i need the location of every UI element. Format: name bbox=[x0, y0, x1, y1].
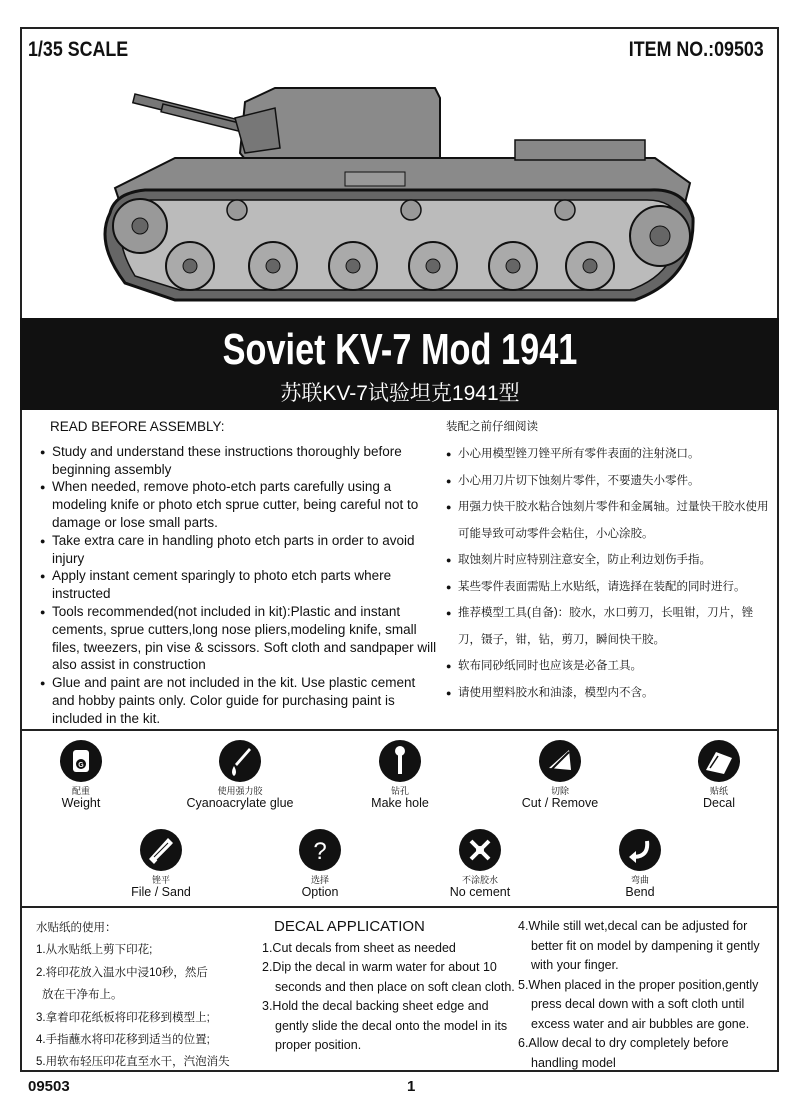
svg-text:G: G bbox=[78, 762, 84, 769]
legend-glue: 使用强力胶 Cyanoacrylate glue bbox=[180, 740, 300, 810]
footer-item-number: 09503 bbox=[28, 1078, 70, 1095]
read-before-item: ● Tools recommended(not included in kit):Plastic and instant cements, sprue cutters,long nose pliers,modeling knife, small files, tweezers, pin vise & scissors. Soft cloth and sandpaper will also assist in construction bbox=[52, 603, 440, 674]
drill-icon bbox=[379, 740, 421, 782]
read-before-cn-item: ● 取蚀刻片时应特别注意安全，防止利边划伤手指。 bbox=[458, 547, 776, 574]
read-before-cn-item: ● 请使用塑料胶水和油漆，模型内不含。 bbox=[458, 680, 776, 707]
option-icon bbox=[299, 829, 341, 871]
model-title-chinese: 苏联KV-7试验坦克1941型 bbox=[280, 382, 520, 405]
read-before-cn-item: ● 推荐模型工具(自备)：胶水，水口剪刀，长咀钳，刀片，锉刀，镊子，钳，钻，剪刀，瞬间快干胶。 bbox=[458, 600, 776, 653]
item-number: ITEM NO.:09503 bbox=[629, 38, 764, 61]
legend-weight: G 配重 Weight bbox=[21, 740, 141, 810]
read-before-item: ● Study and understand these instructions thoroughly before beginning assembly bbox=[52, 443, 440, 479]
divider bbox=[20, 729, 779, 731]
read-before-cn-item: ● 某些零件表面需贴上水贴纸，请选择在装配的同时进行。 bbox=[458, 574, 776, 601]
read-before-item: ● When needed, remove photo-etch parts carefully using a modeling knife or photo etch sprue cutter, being careful not to damage or lose small parts. bbox=[52, 478, 440, 531]
model-title: Soviet KV-7 Mod 1941 bbox=[222, 325, 578, 374]
read-before-cn-heading: 装配之前仔细阅读 bbox=[446, 421, 538, 433]
svg-text:?: ? bbox=[313, 838, 327, 865]
tank-illustration bbox=[95, 78, 700, 308]
legend-drill: 钻孔 Make hole bbox=[340, 740, 460, 810]
legend-bend: 弯曲 Bend bbox=[580, 829, 700, 899]
decal-en-section: DECAL APPLICATION 1.Cut decals from sheet as needed 2.Dip the decal in warm water for about 10 seconds and then place on soft clean cloth. 3.Hold the decal backing sheet edge and gently slide the decal onto the model in its proper position. bbox=[262, 918, 515, 1052]
read-before-cn-item: ● 用强力快干胶水粘合蚀刻片零件和金属轴。过量快干胶水使用可能导致可动零件会粘住，小心涂胶。 bbox=[458, 494, 776, 547]
decal-cn-section: 水贴纸的使用： 1.从水贴纸上剪下印花; 2.将印花放入温水中浸10秒，然后 放在干净布上。 3.拿着印花纸板将印花移到模型上; 4.手指蘸水将印花移到适当的位置; 5.用软布轻压印花直至水干，汽泡消失 bbox=[36, 922, 230, 1069]
bend-icon bbox=[619, 829, 661, 871]
decal-en-section-2: 4.While still wet,decal can be adjusted for better fit on model by dampening it gently with your finger. 5.When placed in the proper position,gently press decal down with a soft cloth until excess water and air bubbles are gone. 6.Allow decal to dry completely before handling model bbox=[518, 919, 760, 1070]
no-cement-icon bbox=[459, 829, 501, 871]
page-number: 1 bbox=[407, 1078, 416, 1095]
decal-heading: DECAL APPLICATION bbox=[274, 918, 425, 935]
read-before-cn-section bbox=[446, 418, 776, 706]
legend-cut: 切除 Cut / Remove bbox=[500, 740, 620, 810]
read-before-cn-item: ● 小心用刀片切下蚀刻片零件，不要遗失小零件。 bbox=[458, 468, 776, 495]
decal-icon bbox=[698, 740, 740, 782]
file-icon bbox=[140, 829, 182, 871]
legend-decal: 贴纸 Decal bbox=[659, 740, 779, 810]
cut-icon bbox=[539, 740, 581, 782]
weight-icon bbox=[60, 740, 102, 782]
read-before-heading: READ BEFORE ASSEMBLY: bbox=[50, 419, 225, 434]
read-before-section bbox=[40, 418, 440, 728]
legend-file: 锉平 File / Sand bbox=[101, 829, 221, 899]
read-before-item: ● Glue and paint are not included in the kit. Use plastic cement and hobby paints only. Color guide for purchasing paint is included in the kit. bbox=[52, 674, 440, 727]
read-before-cn-item: ● 小心用模型锉刀锉平所有零件表面的注射浇口。 bbox=[458, 441, 776, 468]
scale-label: 1/35 SCALE bbox=[28, 38, 129, 61]
legend-no-cement: 不涂胶水 No cement bbox=[420, 829, 540, 899]
read-before-cn-item: ● 软布同砂纸同时也应该是必备工具。 bbox=[458, 653, 776, 680]
read-before-item: ● Apply instant cement sparingly to photo etch parts where instructed bbox=[52, 567, 440, 603]
legend-option: ? 选择 Option bbox=[260, 829, 380, 899]
divider bbox=[20, 906, 779, 908]
read-before-item: ● Take extra care in handling photo etch parts in order to avoid injury bbox=[52, 532, 440, 568]
glue-icon bbox=[219, 740, 261, 782]
